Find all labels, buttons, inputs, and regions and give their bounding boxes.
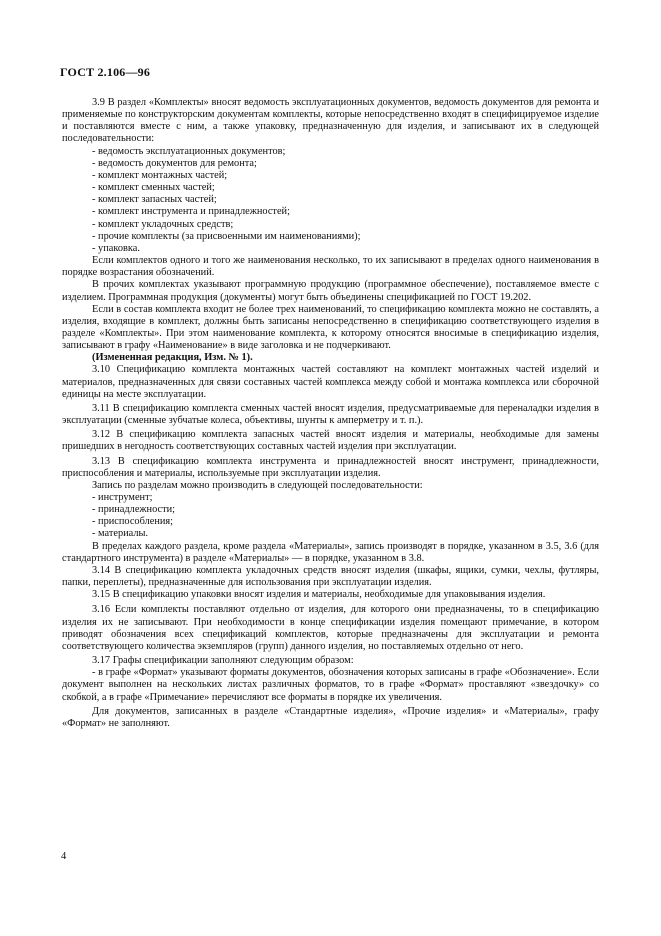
paragraph: В пределах каждого раздела, кроме раздела «Материалы», запись производят в порядке, указанном в 3.5, 3.6 (для стандартного инструмента) в разделе «Материалы» — в порядке, указанном в 3.8. bbox=[62, 540, 599, 564]
list-item: - комплект инструмента и принадлежностей; bbox=[92, 206, 290, 218]
list-item: - комплект укладочных средств; bbox=[92, 218, 234, 230]
list-item: - инструмент; bbox=[92, 492, 153, 503]
paragraph: - в графе «Формат» указывают форматы документов, обозначения которых записаны в графе «Обозначение». Если документ выполнен на нескольких листах различных форматов, то в графе «Формат» проставляют «звездочку» со скобкой, а в графе «Примечание» перечисляют все форматы в порядке их увеличения. bbox=[62, 667, 599, 703]
list-item: - комплект сменных частей; bbox=[92, 182, 215, 194]
list-item: - упаковка. bbox=[92, 242, 140, 254]
paragraph: Если комплектов одного и того же наименования несколько, то их записывают в пределах одного наименования в порядке возрастания обозначений. bbox=[62, 255, 599, 279]
list-item: - материалы. bbox=[92, 528, 149, 540]
document-body bbox=[62, 97, 599, 730]
list-item: - ведомость эксплуатационных документов; bbox=[92, 145, 286, 157]
paragraph-3-11: 3.11 В спецификацию комплекта сменных частей вносят изделия, предусматриваемые для переналадки изделия в эксплуатации (сменные зубчатые колеса, объективы, шунты к амперметру и т. п.). bbox=[62, 402, 599, 427]
paragraph-3-15: 3.15 В спецификацию упаковки вносят изделия и материалы, необходимые для упаковывания изделия. bbox=[92, 589, 546, 601]
list-item: - комплект монтажных частей; bbox=[92, 169, 228, 181]
list-item: - приспособления; bbox=[92, 516, 174, 528]
list-item: - прочие комплекты (за присвоенными им наименованиями); bbox=[92, 230, 361, 242]
list-item: - комплект запасных частей; bbox=[92, 194, 217, 206]
paragraph: Если в состав комплекта входит не более трех наименований, то спецификацию комплекта можно не составлять, а изделия, входящие в комплект, должны быть записаны непосредственно в спецификацию соответствующего изделия в разделе «Комплекты». При этом наименование комплекта, к которому относятся вносимые в спецификацию изделия, записывают в графу «Наименование» в виде заголовка и не подчеркивают. bbox=[62, 303, 599, 352]
amendment-note: (Измененная редакция, Изм. № 1). bbox=[92, 352, 253, 364]
document-header: ГОСТ 2.106—96 bbox=[60, 65, 151, 79]
paragraph-3-13: 3.13 В спецификацию комплекта инструмента и принадлежностей вносят инструмент, принадлежности, приспособления и материалы, используемые при эксплуатации изделия. bbox=[62, 455, 599, 479]
paragraph-3-12: 3.12 В спецификацию комплекта запасных частей вносят изделия и материалы, необходимые для замены пришедших в негодность соответствующих составных частей изделия при эксплуатации. bbox=[62, 429, 599, 453]
paragraph: В прочих комплектах указывают программную продукцию (программное обеспечение), поставляемое вместе с изделием. Программная продукция (документы) могут быть объединены спецификацией по ГОСТ 19.202. bbox=[62, 279, 599, 303]
paragraph-3-16: 3.16 Если комплекты поставляют отдельно от изделия, для которого они предназначены, то в спецификацию изделия их не записывают. При необходимости в конце спецификации изделия помещают примечание, в котором приводят обозначения всех спецификаций комплектов, которые предназначены для эксплуатации и ремонта соответствующего количества экземпляров (групп) данного изделия, но поставляемых отдельно от него. bbox=[62, 604, 599, 652]
paragraph-3-9: 3.9 В раздел «Комплекты» вносят ведомость эксплуатационных документов, ведомость документов для ремонта и применяемые по конструкторским документам комплекты, которые непосредственно входят в специфицируемое изделие и поставляются вместе с ним, а также упаковку, предназначенную для изделия, и записывают их в следующей последовательности: bbox=[62, 97, 599, 145]
paragraph: Запись по разделам можно производить в следующей последовательности: bbox=[92, 479, 423, 491]
list-item: - ведомость документов для ремонта; bbox=[92, 157, 257, 169]
paragraph-3-17: 3.17 Графы спецификации заполняют следующим образом: bbox=[92, 655, 354, 667]
paragraph: Для документов, записанных в разделе «Стандартные изделия», «Прочие изделия» и «Материалы», графу «Формат» не заполняют. bbox=[62, 705, 599, 729]
list-item: - принадлежности; bbox=[92, 504, 176, 516]
paragraph-3-10: 3.10 Спецификацию комплекта монтажных частей составляют на комплект монтажных частей изделий и материалов, предназначенных для связи составных частей комплекса между собой и монтажа комплекса или сборочной единицы на месте эксплуатации. bbox=[62, 364, 599, 400]
page-number: 4 bbox=[61, 851, 67, 862]
paragraph-3-14: 3.14 В спецификацию комплекта укладочных средств вносят изделия (шкафы, ящики, сумки, чехлы, футляры, папки, переплеты), предназначенные для использования при эксплуатации изделия. bbox=[62, 564, 599, 589]
